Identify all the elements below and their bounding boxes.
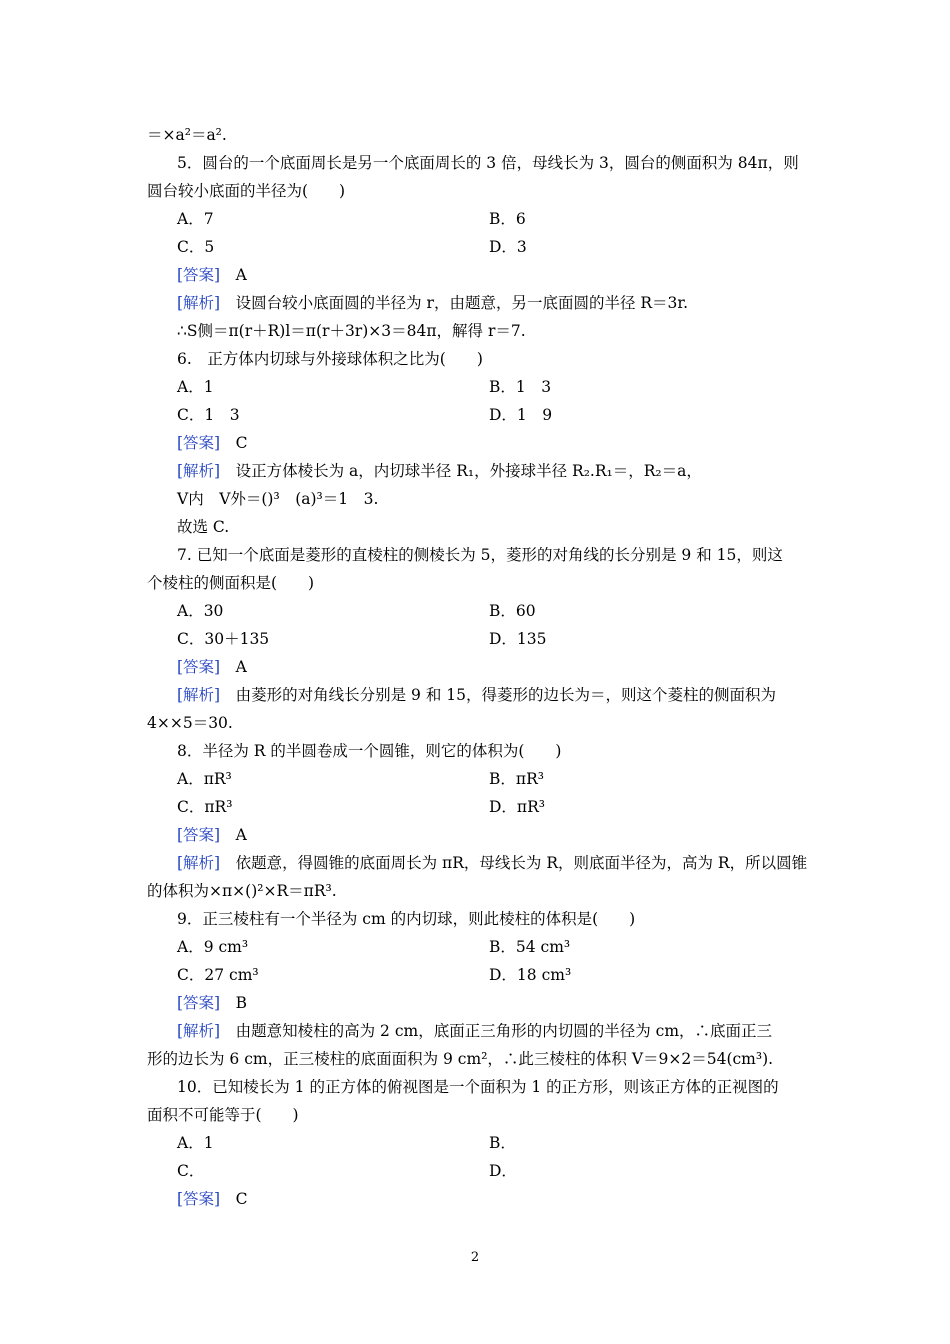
q9-analysis-text1: 由题意知棱柱的高为 2 cm，底面正三角形的内切圆的半径为 cm，∴底面正三 [235,1022,773,1040]
q9-analysis-line1 [177,1020,772,1044]
q7-option-c: C．30＋135 [177,630,270,648]
q7-analysis-line1 [177,684,776,708]
q10-stem-line1: 10．已知棱长为 1 的正方体的俯视图是一个面积为 1 的正方形，则该正方体的正视图的 [177,1078,779,1096]
answer-tag: [答案] [177,826,221,844]
q10-option-a: A．1 [177,1134,214,1152]
q6-analysis-line2: V内 V外＝()³ (a)³＝1 3. [177,490,379,508]
q7-analysis-text1: 由菱形的对角线长分别是 9 和 15，得菱形的边长为＝，则这个菱柱的侧面积为 [235,686,776,704]
q10-option-d: D． [489,1162,517,1180]
q10-stem-line2: 面积不可能等于( ) [147,1106,299,1124]
q5-analysis-line1 [177,292,688,316]
q9-answer-value: B [235,994,248,1012]
q8-option-a: A．πR³ [177,770,232,788]
q6-option-c: C．1 3 [177,406,240,424]
analysis-tag: [解析] [177,462,221,480]
q10-answer [177,1188,248,1212]
q8-stem: 8．半径为 R 的半圆卷成一个圆锥，则它的体积为( ) [177,742,562,760]
analysis-tag: [解析] [177,854,221,872]
q6-option-d: D．1 9 [489,406,553,424]
q10-option-c: C． [177,1162,205,1180]
q5-option-d: D．3 [489,238,527,256]
q5-option-c: C．5 [177,238,215,256]
q7-answer-value: A [235,658,247,676]
q6-analysis-line3: 故选 C. [177,518,230,536]
q7-option-b: B．60 [489,602,536,620]
q9-option-b: B．54 cm³ [489,938,571,956]
q7-analysis-line2: 4××5＝30. [147,714,233,732]
q8-analysis-line2: 的体积为×π×()²×R＝πR³. [147,882,337,900]
q9-option-a: A．9 cm³ [177,938,249,956]
q6-analysis-line1 [177,460,702,484]
q10-answer-value: C [235,1190,248,1208]
answer-tag: [答案] [177,658,221,676]
q8-analysis-text1: 依题意，得圆锥的底面周长为 πR，母线长为 R，则底面半径为，高为 R，所以圆锥 [235,854,808,872]
q7-answer [177,656,247,680]
answer-tag: [答案] [177,434,221,452]
answer-tag: [答案] [177,994,221,1012]
q8-answer-value: A [235,826,247,844]
q5-option-a: A．7 [177,210,214,228]
q9-stem: 9．正三棱柱有一个半径为 cm 的内切球，则此棱柱的体积是( ) [177,910,636,928]
q5-analysis-text1: 设圆台较小底面圆的半径为 r，由题意，另一底面圆的半径 R＝3r. [235,294,689,312]
continued-line: ＝×a²＝a². [147,126,227,144]
q7-stem-line2: 个棱柱的侧面积是( ) [147,574,315,592]
q9-analysis-line2: 形的边长为 6 cm，正三棱柱的底面面积为 9 cm²，∴此三棱柱的体积 V＝9×2＝54(cm³). [147,1050,774,1068]
q5-answer-value: A [235,266,247,284]
q6-analysis-text1: 设正方体棱长为 a，内切球半径 R₁，外接球半径 R₂.R₁＝，R₂＝a， [235,462,702,480]
q8-option-b: B．πR³ [489,770,544,788]
q8-answer [177,824,247,848]
q6-answer [177,432,248,456]
q5-stem-line1: 5．圆台的一个底面周长是另一个底面周长的 3 倍，母线长为 3，圆台的侧面积为 84π，则 [177,154,799,172]
q7-option-d: D．135 [489,630,547,648]
q10-option-b: B． [489,1134,516,1152]
q7-stem-line1: 7. 已知一个底面是菱形的直棱柱的侧棱长为 5，菱形的对角线的长分别是 9 和 15，则这 [177,546,783,564]
answer-tag: [答案] [177,1190,221,1208]
q6-answer-value: C [235,434,248,452]
q5-analysis-line2: ∴S侧＝π(r＋R)l＝π(r＋3r)×3＝84π，解得 r＝7. [177,322,526,340]
answer-tag: [答案] [177,266,221,284]
q6-stem: 6. 正方体内切球与外接球体积之比为( ) [177,350,483,368]
q8-option-d: D．πR³ [489,798,545,816]
page-number: 2 [470,1250,480,1265]
q7-option-a: A．30 [177,602,224,620]
analysis-tag: [解析] [177,686,221,704]
q9-option-c: C．27 cm³ [177,966,259,984]
q9-option-d: D．18 cm³ [489,966,572,984]
q5-stem-line2: 圆台较小底面的半径为( ) [147,182,346,200]
q9-answer [177,992,247,1016]
q8-analysis-line1 [177,852,807,876]
analysis-tag: [解析] [177,1022,221,1040]
analysis-tag: [解析] [177,294,221,312]
q6-option-b: B．1 3 [489,378,552,396]
q5-option-b: B．6 [489,210,526,228]
q5-answer [177,264,247,288]
q6-option-a: A．1 [177,378,214,396]
q8-option-c: C．πR³ [177,798,233,816]
